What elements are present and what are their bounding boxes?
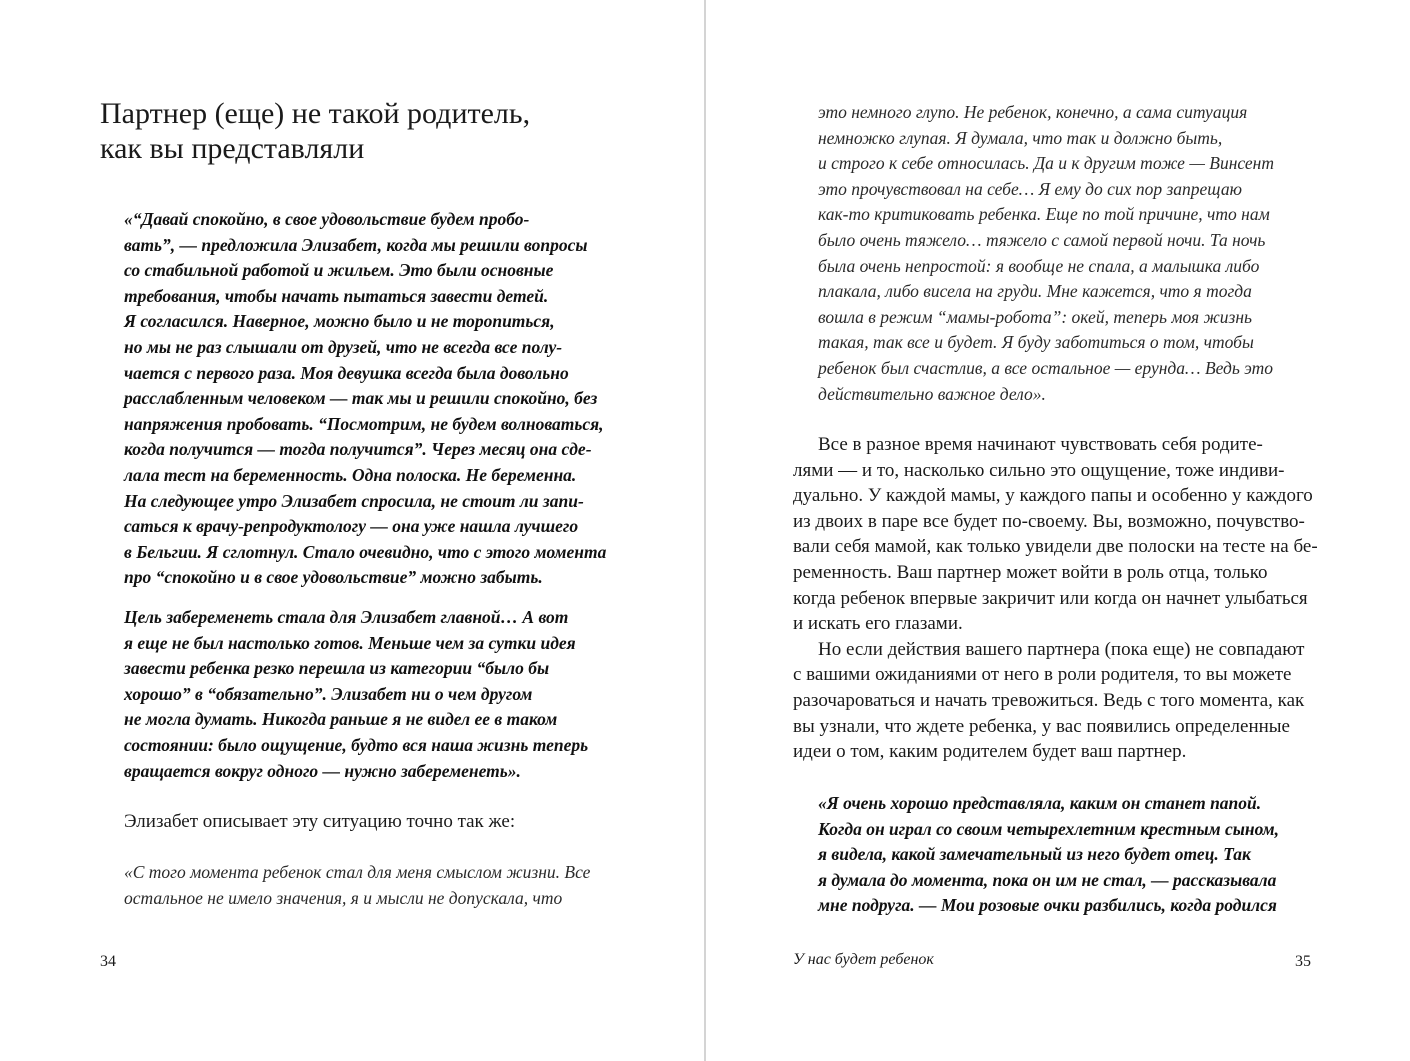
text-line: с вашими ожиданиями от него в роли родителя, то вы можете (793, 664, 1292, 686)
text-line: чается с первого раза. Моя девушка всегда была довольно (124, 362, 569, 383)
text-line: как-то критиковать ребенка. Еще по той причине, что нам (818, 204, 1270, 225)
text-line: когда получится — тогда получится”. Через месяц она сде- (124, 439, 592, 460)
text-line: когда ребенок впервые закричит или когда он начнет улыбаться (793, 587, 1308, 609)
text-line: но мы не раз слышали от друзей, что не всегда все полу- (124, 336, 563, 357)
text-line: дуально. У каждой мамы, у каждого папы и особенно у каждого (793, 485, 1313, 507)
text-line: действительно важное дело». (818, 383, 1046, 404)
text-line: лями — и то, насколько сильно это ощущение, тоже индиви- (793, 459, 1285, 481)
text-line: это немного глупо. Не ребенок, конечно, а сама ситуация (818, 102, 1248, 122)
body-paragraphs (793, 432, 1318, 765)
text-line: Но если действия вашего партнера (пока еще) не совпадают (818, 638, 1305, 660)
text-line: На следующее утро Элизабет спросила, не стоит ли запи- (124, 490, 584, 511)
page-number-left: 34 (100, 953, 116, 970)
text-line: Все в разное время начинают чувствовать себя родите- (818, 434, 1263, 455)
text-line: вы узнали, что ждете ребенка, у вас появились определенные (793, 715, 1290, 737)
title-line: как вы представляли (100, 132, 365, 165)
quote-vincent (124, 207, 606, 591)
text-line: состоянии: было ощущение, будто вся наша жизнь теперь (124, 734, 589, 755)
text-line: остальное не имело значения, я и мысли не допускала, что (124, 887, 563, 908)
body-paragraph (124, 809, 515, 835)
text-line: и строго к себе относилась. Да и к другим тоже — Винсент (818, 153, 1274, 174)
text-line: плакала, либо висела на груди. Мне кажется, что я тогда (818, 281, 1252, 302)
text-line: я думала до момента, пока он им не стал, — рассказывала (818, 869, 1277, 890)
text-line: завести ребенка резко перешла из категории “было бы (124, 658, 550, 679)
text-line: про “спокойно и в свое удовольствие” можно забыть. (124, 567, 543, 588)
text-line: расслабленным человеком — так мы и решили спокойно, без (124, 388, 598, 409)
text-line: разочароваться и начать тревожиться. Ведь с того момента, как (793, 689, 1305, 711)
text-line: саться к врачу-репродуктологу — она уже нашла лучшего (124, 516, 579, 537)
quote-elizabeth (124, 860, 590, 911)
text-line: Я согласился. Наверное, можно было и не торопиться, (124, 311, 555, 332)
text-line: мне подруга. — Мои розовые очки разбились, когда родился (818, 895, 1277, 916)
chapter-title (100, 96, 660, 166)
text-line: не могла думать. Никогда раньше я не видел ее в таком (124, 709, 558, 730)
text-line: Цель забеременеть стала для Элизабет главной… А вот (124, 607, 569, 627)
page-number-right: 35 (1295, 953, 1311, 970)
text-line: «С того момента ребенок стал для меня смыслом жизни. Все (124, 862, 591, 882)
text-line: немножко глупая. Я думала, что так и должно быть, (818, 127, 1223, 148)
text-line: было очень тяжело… тяжело с самой первой ночи. Та ночь (818, 229, 1266, 250)
text-line: «“Давай спокойно, в свое удовольствие будем пробо- (124, 209, 530, 229)
text-line: и искать его глазами. (793, 613, 963, 635)
text-line: я еще не был настолько готов. Меньше чем за сутки идея (124, 632, 576, 653)
left-page (0, 0, 704, 1061)
title-line: Партнер (еще) не такой родитель, (100, 97, 531, 130)
right-page (706, 0, 1410, 1061)
quote-vincent-continued (124, 605, 588, 784)
text-line: ребенок был счастлив, а все остальное — ерунда… Ведь это (818, 357, 1274, 378)
text-line: Элизабет описывает эту ситуацию точно так же: (124, 811, 516, 832)
text-line: такая, так все и будет. Я буду заботиться о том, чтобы (818, 332, 1254, 353)
text-line: напряжения пробовать. “Посмотрим, не будем волноваться, (124, 413, 604, 434)
text-line: из двоих в паре все будет по-своему. Вы, возможно, почувство- (793, 510, 1305, 532)
text-line: со стабильной работой и жильем. Это были основные (124, 260, 554, 281)
quote-elizabeth-continued (818, 100, 1274, 407)
text-line: вращается вокруг одного — нужно забеременеть». (124, 760, 521, 781)
text-line: требования, чтобы начать пытаться завести детей. (124, 285, 549, 306)
text-line: в Бельгии. Я сглотнул. Стало очевидно, что с этого момента (124, 541, 607, 562)
text-line: ременность. Ваш партнер может войти в роль отца, только (793, 561, 1268, 583)
text-line: идеи о том, каким родителем будет ваш партнер. (793, 741, 1187, 763)
running-head: У нас будет ребенок (793, 951, 934, 968)
text-line: я видела, какой замечательный из него будет отец. Так (818, 844, 1251, 865)
text-line: это прочувствовал на себе… Я ему до сих пор запрещаю (818, 178, 1243, 199)
text-line: вали себя мамой, как только увидели две полоски на тесте на бе- (793, 536, 1318, 558)
text-line: «Я очень хорошо представляла, каким он станет папой. (818, 793, 1262, 813)
text-line: была очень непростой: я вообще не спала, а малышка либо (818, 255, 1260, 276)
text-line: вать”, — предложила Элизабет, когда мы решили вопросы (124, 234, 588, 255)
text-line: Когда он играл со своим четырехлетним крестным сыном, (818, 818, 1280, 839)
quote-friend (818, 791, 1279, 919)
text-line: хорошо” в “обязательно”. Элизабет ни о чем другом (124, 683, 533, 704)
text-line: вошла в режим “мамы-робота”: окей, теперь моя жизнь (818, 306, 1253, 327)
text-line: лала тест на беременность. Одна полоска. Не беременна. (124, 464, 577, 485)
